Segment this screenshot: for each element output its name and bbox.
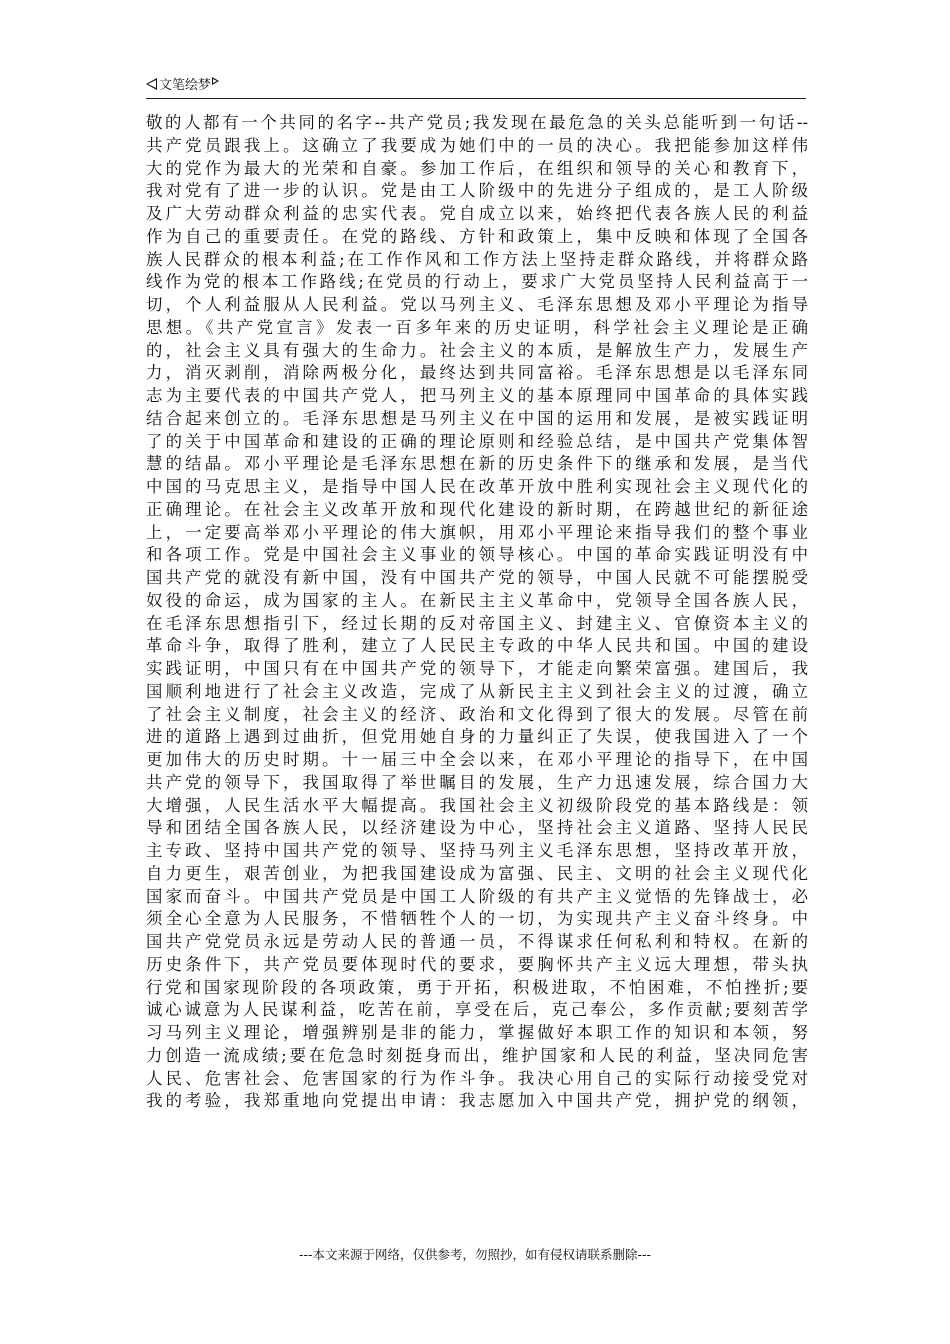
body-line: 更加伟大的历史时期。十一届三中全会以来，在邓小平理论的指导下，在中国 <box>146 750 808 769</box>
body-line: 线作为党的根本工作路线;在党员的行动上，要求广大党员坚持人民利益高于一 <box>146 272 808 292</box>
body-line: 须全心全意为人民服务，不惜牺牲个人的一切，为实现共产主义奋斗终身。中 <box>146 909 808 929</box>
body-line: 大增强，人民生活水平大幅提高。我国社会主义初级阶段党的基本路线是：领 <box>146 795 808 815</box>
body-line: 国顺利地进行了社会主义改造，完成了从新民主主义到社会主义的过渡，确立 <box>146 681 808 701</box>
body-line: 切，个人利益服从人民利益。党以马列主义、毛泽东思想及邓小平理论为指导 <box>146 295 808 314</box>
body-line: 在毛泽东思想指引下，经过长期的反对帝国主义、封建主义、官僚资本主义的 <box>146 613 808 633</box>
body-line: 思想。《共产党宣言》发表一百多年来的历史证明，科学社会主义理论是正确 <box>146 317 808 337</box>
body-line: 诚心诚意为人民谋利益，吃苦在前，享受在后，克己奉公，多作贡献;要刻苦学 <box>146 1000 808 1020</box>
body-line: 慧的结晶。邓小平理论是毛泽东思想在新的历史条件下的继承和发展，是当代 <box>146 454 808 474</box>
body-line: 上，一定要高举邓小平理论的伟大旗帜，用邓小平理论来指导我们的整个事业 <box>146 522 808 542</box>
body-line: 导和团结全国各族人民，以经济建设为中心，坚持社会主义道路、坚持人民民 <box>146 818 808 838</box>
body-line: 大的党作为最大的光荣和自豪。参加工作后，在组织和领导的关心和教育下， <box>146 158 808 178</box>
body-line: 革命斗争，取得了胜利，建立了人民民主专政的中华人民共和国。中国的建设 <box>146 636 808 656</box>
document-body <box>146 112 808 1113</box>
body-line: 的，社会主义具有强大的生命力。社会主义的本质，是解放生产力，发展生产 <box>146 340 808 360</box>
body-line: 力，消灭剥削，消除两极分化，最终达到共同富裕。毛泽东思想是以毛泽东同 <box>146 363 808 383</box>
left-triangle-icon <box>146 78 157 90</box>
body-line: 主专政、坚持中国共产党的领导、坚持马列主义毛泽东思想，坚持改革开放， <box>146 841 808 860</box>
body-line: 国共产党党员永远是劳动人民的普通一员，不得谋求任何私利和特权。在新的 <box>146 932 808 951</box>
body-line: 共产党的领导下，我国取得了举世瞩目的发展，生产力迅速发展，综合国力大 <box>146 772 808 792</box>
body-line: 国家而奋斗。中国共产党员是中国工人阶级的有共产主义觉悟的先锋战士，必 <box>146 886 808 906</box>
body-line: 我对党有了进一步的认识。党是由工人阶级中的先进分子组成的，是工人阶级 <box>146 181 808 201</box>
body-line: 奴役的命运，成为国家的主人。在新民主主义革命中，党领导全国各族人民， <box>146 590 808 610</box>
body-line: 志为主要代表的中国共产党人，把马列主义的基本原理同中国革命的具体实践 <box>146 386 808 405</box>
body-line: 正确理论。在社会主义改革开放和现代化建设的新时期，在跨越世纪的新征途 <box>146 499 808 519</box>
footer-disclaimer: ---本文来源于网络，仅供参考，勿照抄，如有侵权请联系删除--- <box>298 1247 652 1262</box>
body-line: 历史条件下，共产党员要体现时代的要求，要胸怀共产主义远大理想，带头执 <box>146 954 808 974</box>
body-line: 共产党员跟我上。这确立了我要成为她们中的一员的决心。我把能参加这样伟 <box>146 135 808 155</box>
body-line: 习马列主义理论，增强辨别是非的能力，掌握做好本职工作的知识和本领，努 <box>146 1023 808 1042</box>
body-line: 中国的马克思主义，是指导中国人民在改革开放中胜利实现社会主义现代化的 <box>146 477 808 496</box>
right-triangle-icon <box>212 77 219 85</box>
body-line: 了的关于中国革命和建设的正确的理论原则和经验总结，是中国共产党集体智 <box>146 431 808 451</box>
body-line: 族人民群众的根本利益;在工作作风和工作方法上坚持走群众路线，并将群众路 <box>146 249 808 269</box>
body-line: 作为自己的重要责任。在党的路线、方针和政策上，集中反映和体现了全国各 <box>146 226 808 246</box>
body-line: 敬的人都有一个共同的名字--共产党员;我发现在最危急的关头总能听到一句话-- <box>146 113 808 132</box>
body-line: 行党和国家现阶段的各项政策，勇于开拓，积极进取，不怕困难，不怕挫折;要 <box>146 977 808 997</box>
body-line: 了社会主义制度，社会主义的经济、政治和文化得到了很大的发展。尽管在前 <box>146 704 808 724</box>
body-line: 自力更生，艰苦创业，为把我国建设成为富强、民主、文明的社会主义现代化 <box>146 863 808 883</box>
brand-name: 文笔绘梦 <box>159 78 212 93</box>
page-header <box>146 72 806 99</box>
body-line: 实践证明，中国只有在中国共产党的领导下，才能走向繁荣富强。建国后，我 <box>146 659 808 678</box>
brand-logo <box>146 74 219 93</box>
body-line: 结合起来创立的。毛泽东思想是马列主义在中国的运用和发展，是被实践证明 <box>146 408 808 428</box>
body-line: 及广大劳动群众利益的忠实代表。党自成立以来，始终把代表各族人民的利益 <box>146 204 808 223</box>
body-line: 人民、危害社会、危害国家的行为作斗争。我决心用自己的实际行动接受党对 <box>146 1068 808 1088</box>
body-line: 和各项工作。党是中国社会主义事业的领导核心。中国的革命实践证明没有中 <box>146 545 808 565</box>
body-line: 进的道路上遇到过曲折，但党用她自身的力量纠正了失误，使我国进入了一个 <box>146 727 808 747</box>
body-line: 力创造一流成绩;要在危急时刻挺身而出，维护国家和人民的利益，坚决同危害 <box>146 1045 808 1065</box>
body-line: 我的考验，我郑重地向党提出申请：我志愿加入中国共产党，拥护党的纲领， <box>146 1091 808 1111</box>
body-line: 国共产党的就没有新中国，没有中国共产党的领导，中国人民就不可能摆脱受 <box>146 568 808 587</box>
